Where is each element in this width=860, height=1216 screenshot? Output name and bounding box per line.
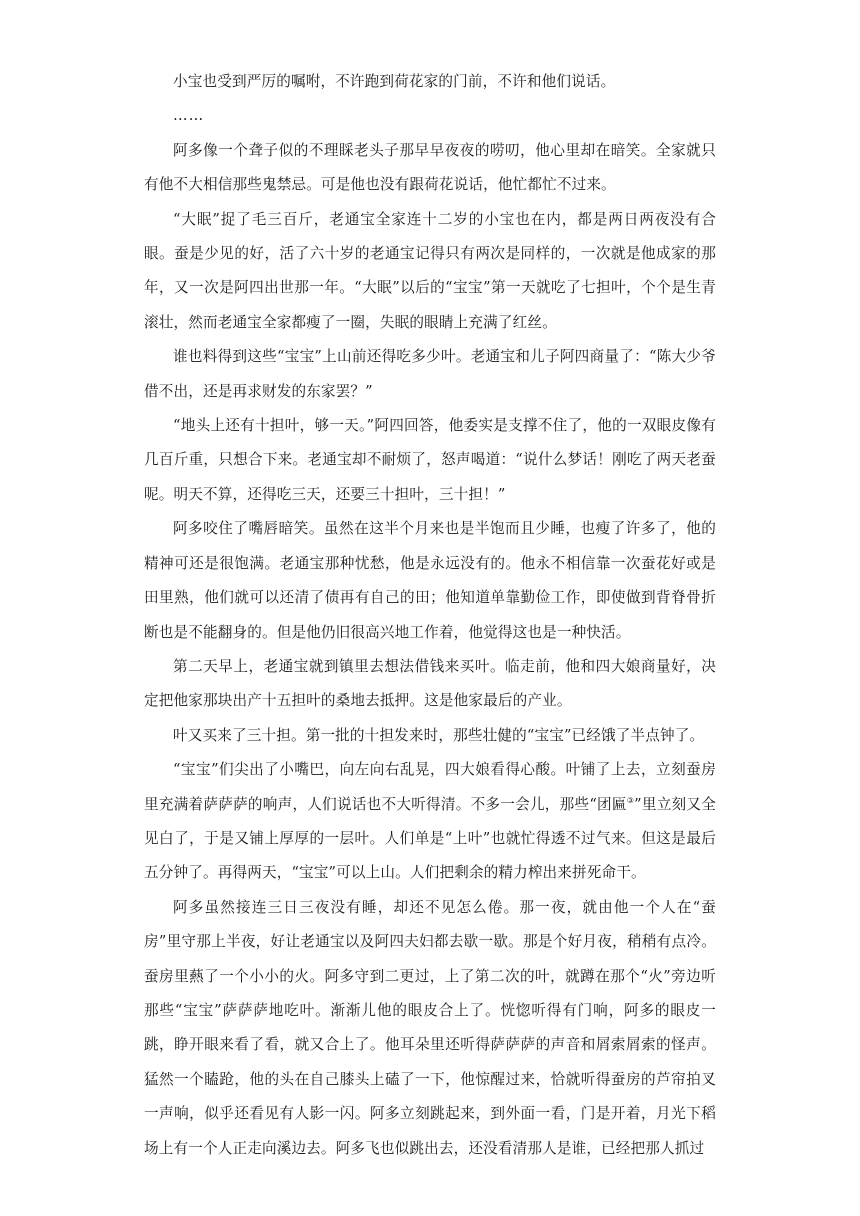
paragraph-8: 叶又买来了三十担。第一批的十担发来时，那些壮健的“宝宝”已经饿了半点钟了。	[173, 726, 705, 744]
paragraph-5: “地头上还有十担叶，够一天。”阿四回答，他委实是支撑不住了，他的一双眼皮像有几百斤重，只想合下来。老通宝却不耐烦了，怒声喝道：“说什么梦话！刚吃了两天老蚕呢。明天不算，还得吃三天，还要三十担叶，三十担！”	[144, 417, 716, 503]
paragraph-9-part-b: ”里立刻又全见白了，于是又铺上厚厚的一层叶。人们单是“上叶”也就忙得透不过气来。但这是最后五分钟了。再得两天，“宝宝”可以上山。人们把剩余的精力榨出来拼死命干。	[144, 795, 716, 882]
paragraph-6: 阿多咬住了嘴唇暗笑。虽然在这半个月来也是半饱而且少睡，也瘦了许多了，他的精神可还是很饱满。老通宝那种忧愁，他是永远没有的。他永不相信靠一次蚕花好或是田里熟，他们就可以还清了债再有自己的田；他知道单靠勤俭工作，即使做到背脊骨折断也是不能翻身的。但是他仍旧很高兴地工作着，他觉得这也是一种快活。	[144, 520, 716, 641]
paragraph-9	[144, 753, 716, 891]
paragraph-4: 谁也料得到这些“宝宝”上山前还得吃多少叶。老通宝和儿子阿四商量了：“陈大少爷借不出，还是再求财发的东家罢？”	[144, 348, 716, 400]
paragraph-1: 小宝也受到严厉的嘱咐，不许跑到荷花家的门前，不许和他们说话。	[173, 73, 616, 90]
ellipsis-line: ……	[173, 107, 205, 125]
document-page	[144, 65, 716, 1166]
paragraph-3: “大眠”捉了毛三百斤，老通宝全家连十二岁的小宝也在内，都是两日两夜没有合眼。蚕是少见的好，活了六十岁的老通宝记得只有两次是同样的，一次就是他成家的那年，又一次是阿四出世那一年。“大眠”以后的“宝宝”第一天就吃了七担叶，个个是生青滚壮，然而老通宝全家都瘦了一圈，失眠的眼睛上充满了红丝。	[144, 210, 716, 331]
footnote-mark: ③	[626, 795, 635, 805]
paragraph-7: 第二天早上，老通宝就到镇里去想法借钱来买叶。临走前，他和四大娘商量好，决定把他家那块出产十五担叶的桑地去抵押。这是他家最后的产业。	[144, 657, 716, 710]
paragraph-10: 阿多虽然接连三日三夜没有睡，却还不见怎么倦。那一夜，就由他一个人在“蚕房”里守那上半夜，好让老通宝以及阿四夫妇都去歇一歇。那是个好月夜，稍稍有点冷。蚕房里爇了一个小小的火。阿多守到二更过，上了第二次的叶，就蹲在那个“火”旁边听那些“宝宝”萨萨萨地吃叶。渐渐儿他的眼皮合上了。恍惚听得有门响，阿多的眼皮一跳，睁开眼来看了看，就又合上了。他耳朵里还听得萨萨萨的声音和屑索屑索的怪声。猛然一个瞌跄，他的头在自己膝头上磕了一下，他惊醒过来，恰就听得蚕房的芦帘拍叉一声响，似乎还看见有人影一闪。阿多立刻跳起来，到外面一看，门是开着，月光下稻场上有一个人正走向溪边去。阿多飞也似跳出去，还没看清那人是谁，已经把那人抓过	[144, 898, 716, 1157]
paragraph-2: 阿多像一个聋子似的不理睬老头子那早早夜夜的唠叨，他心里却在暗笑。全家就只有他不大相信那些鬼禁忌。可是他也没有跟荷花说话，他忙都忙不过来。	[144, 141, 716, 194]
paragraph-9-part-a: “宝宝”们尖出了小嘴巴，向左向右乱晃，四大娘看得心酸。叶铺了上去，立刻蚕房里充满着萨萨萨的响声，人们说话也不大听得清。不多一会儿，那些“团匾	[144, 761, 716, 813]
